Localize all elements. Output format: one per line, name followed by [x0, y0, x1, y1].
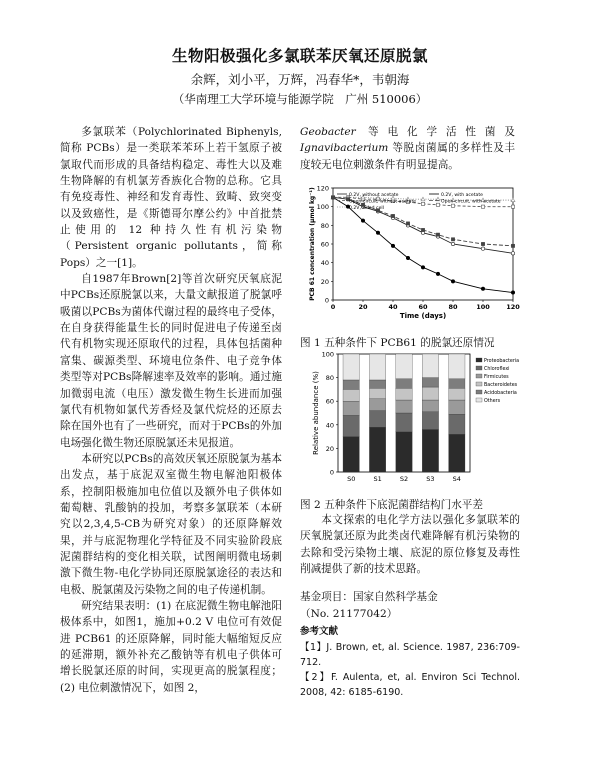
bar-segment [422, 387, 438, 400]
legend-label: 0.2V, killed cell [349, 206, 384, 211]
reference-item: 【1】J. Brown, et, al. Science. 1987, 236:709-712. [300, 642, 520, 669]
data-point [451, 280, 454, 283]
data-point [436, 272, 439, 275]
bar-segment [449, 354, 465, 379]
reference-item: 【2】F. Aulenta, et, al. Environ Sci Technol. 2008, 42: 6185-6190. [300, 672, 520, 699]
y-tick-label: 40 [325, 421, 334, 430]
legend-label: Open-circuit, with acetate [441, 199, 501, 205]
data-point [451, 238, 454, 241]
y-tick-label: 40 [320, 259, 329, 268]
data-point [406, 256, 409, 259]
legend-swatch [476, 398, 482, 402]
data-point [481, 247, 484, 250]
data-point [436, 233, 439, 236]
bar-segment [396, 432, 412, 472]
y-tick-label: 80 [320, 221, 329, 230]
paper-authors: 余辉，刘小平，万辉，冯春华*，韦朝海 [190, 72, 410, 87]
right-column-top [300, 124, 515, 173]
legend-label: 0.2V, with acetate [441, 193, 483, 198]
figure-1-line-chart [305, 180, 520, 330]
x-tick-label: S3 [426, 475, 435, 483]
funding-label: 基金项目：国家自然科学基金 [300, 591, 438, 604]
bar-segment [422, 400, 438, 412]
paragraph-background: 自1987年Brown[2]等首次研究厌氧底泥中PCBs还原脱氯以来，大量文献报道了脱氯呼吸菌以PCBs为菌体代谢过程的最终电子受体，在自身获得能量生长的同时促进电子传递至卤代有机物实现还原取代的过程，具体包括菌种富集、碳源类型、环境电位条件、电子竞争体类型等对PCBs降解速率及效率的影响。通过施加微弱电流（电压）激发微生物生长进而加强氯代有机物如氯代芳香烃及氯代烷烃的还原去除在国外也有了一些研究，而对于PCBs的外加电场强化微生物还原脱氯还未见报道。 [60, 273, 282, 449]
data-point [376, 231, 379, 234]
references-title: 参考文献 [300, 626, 339, 638]
bar-segment [422, 354, 438, 378]
y-tick-label: 100 [316, 203, 329, 212]
left-column [60, 124, 282, 696]
bar-segment [396, 388, 412, 400]
bar-segment [396, 354, 412, 379]
funding-number: （No. 21177042） [300, 607, 398, 620]
x-tick-label: 100 [476, 303, 490, 311]
x-tick-label: 80 [448, 303, 458, 311]
bar-segment [449, 400, 465, 414]
bar-segment [369, 427, 385, 472]
paper-title: 生物阳极强化多氯联苯厌氧还原脱氯 [171, 46, 428, 65]
y-tick-label: 100 [321, 350, 334, 359]
bar-segment [396, 413, 412, 432]
data-point [421, 266, 424, 269]
paragraph-results-continued: Geobacter 等电化学活性菌及Ignavibacterium 等脱卤菌属的多样性及丰度较无电位刺激条件有明显提高。 [300, 126, 515, 171]
paragraph-results: 研究结果表明：(1) 在底泥微生物电解池阳极体系中，如图1，施加+0.2 V 电位可有效促进 PCB61 的还原降解，同时能大幅缩短反应的延滞期，额外补充乙酸钠等有机电子供体可增长脱氯还原的时间，实现更高的脱氯程度；(2) 电位刺激情况下，如图 2， [60, 599, 282, 694]
data-point [481, 287, 484, 290]
data-point [391, 214, 394, 217]
y-tick-label: 60 [320, 240, 329, 249]
x-tick-label: S4 [452, 475, 461, 483]
x-axis-label: Time (days) [399, 312, 447, 320]
x-tick-label: S1 [373, 475, 382, 483]
legend-label: Chloroflexi [484, 367, 510, 372]
legend-label: Firmicutes [484, 375, 509, 380]
x-tick-label: 120 [506, 303, 520, 311]
bar-segment [343, 354, 359, 380]
data-point [511, 244, 514, 247]
x-tick-label: 0 [330, 303, 336, 311]
legend-label: Others [484, 399, 501, 404]
figure-2-bar-chart [308, 350, 526, 490]
y-tick-label: 20 [320, 277, 329, 286]
y-tick-label: 0 [324, 296, 329, 305]
paper-affiliation: （华南理工大学环境与能源学院 广州 510006） [172, 92, 428, 106]
data-point [511, 198, 515, 202]
legend-label: Bacteroidetes [484, 383, 518, 388]
right-column-bottom [300, 512, 520, 700]
data-point [421, 202, 424, 205]
y-tick-label: 80 [325, 374, 334, 383]
bar-segment [343, 437, 359, 472]
y-tick-label: 20 [325, 444, 334, 453]
bar-segment [343, 389, 359, 401]
x-tick-label: 20 [358, 303, 368, 311]
legend-swatch [476, 358, 482, 362]
bar-segment [449, 379, 465, 388]
data-point [451, 204, 454, 207]
bar-segment [449, 414, 465, 434]
data-point [451, 242, 454, 245]
bar-segment [343, 401, 359, 415]
x-tick-label: S0 [347, 475, 356, 483]
bar-segment [369, 354, 385, 380]
paragraph-conclusion: 本文探索的电化学方法以强化多氯联苯的厌氧脱氯还原为此类卤代难降解有机污染物的去除和受污染物土壤、底泥的原位修复及毒性削减提供了新的技术思路。 [300, 514, 520, 576]
data-point [391, 244, 394, 247]
legend-label: Proteobacteria [484, 359, 520, 364]
data-point [331, 196, 334, 199]
y-axis-label: PCB 61 concentration (μmol kg⁻¹) [309, 187, 316, 301]
x-tick-label: 60 [418, 303, 428, 311]
legend-label: 0.2V, without acetate [349, 193, 399, 198]
legend-swatch [476, 382, 482, 386]
legend-label: Open-circuit, without acetate [349, 199, 417, 205]
data-point [511, 291, 514, 294]
x-tick-label: S2 [399, 475, 409, 483]
data-point [421, 197, 425, 201]
y-tick-label: 120 [316, 184, 329, 193]
bar-segment [369, 388, 385, 399]
bar-segment [449, 388, 465, 400]
bar-segment [343, 380, 359, 389]
legend-swatch [476, 390, 482, 394]
legend-swatch [476, 366, 482, 370]
bar-segment [422, 412, 438, 430]
figure-1-caption: 图 1 五种条件下 PCB61 的脱氯还原情况 [300, 337, 495, 349]
figure-2-caption: 图 2 五种条件下底泥菌群结构门水平差 [300, 499, 483, 511]
bar-segment [422, 430, 438, 472]
bar-segment [422, 378, 438, 387]
bar-segment [369, 399, 385, 411]
paragraph-method: 本研究以PCBs的高效厌氧还原脱氯为基本出发点，基于底泥双室微生物电解池阳极体系，控制阳极施加电位值以及额外电子供体如葡萄糖、乳酸钠的投加，考察多氯联苯（本研究以2,3,4,5-CB为研究对象）的还原降解效果，并与底泥物理化学特征及不同实验阶段底泥菌群结构的变化相关联，试图阐明微电场刺激下微生物-电化学协同还原脱氯途径的表达和电极、脱氯菌及污染物之间的电子传递机制。 [60, 452, 282, 596]
data-point [421, 228, 424, 231]
data-point [511, 252, 514, 255]
bar-segment [396, 379, 412, 388]
paragraph-intro: 多氯联苯（Polychlorinated Biphenyls, 简称 PCBs）是一类联苯苯环上若干氢原子被氯取代而形成的具备结构稳定、毒性大以及难生物降解的有机氯芳香族化合物的总称。它具有免疫毒性、神经和发育毒性、致畸、致突变以及致癌性，是《斯德哥尔摩公约》中首批禁止使用的 12 种持久性有机污染物（Persistent organic pollutants，简称 Pops）之一[1]。 [60, 126, 282, 269]
series-line [333, 197, 513, 292]
data-point [481, 205, 484, 208]
bar-segment [396, 400, 412, 413]
data-point [406, 222, 409, 225]
bar-segment [369, 411, 385, 428]
y-tick-label: 0 [329, 468, 334, 477]
data-point [481, 242, 484, 245]
bar-segment [449, 434, 465, 472]
legend-label: Acidobacteria [484, 391, 517, 396]
y-axis-label: Relative abundance (%) [312, 371, 320, 455]
legend-swatch [476, 374, 482, 378]
y-tick-label: 60 [325, 397, 334, 406]
bar-segment [343, 415, 359, 436]
data-point [511, 205, 514, 208]
data-point [361, 219, 364, 222]
x-tick-label: 40 [388, 303, 398, 311]
data-point [436, 203, 439, 206]
bar-segment [369, 380, 385, 388]
